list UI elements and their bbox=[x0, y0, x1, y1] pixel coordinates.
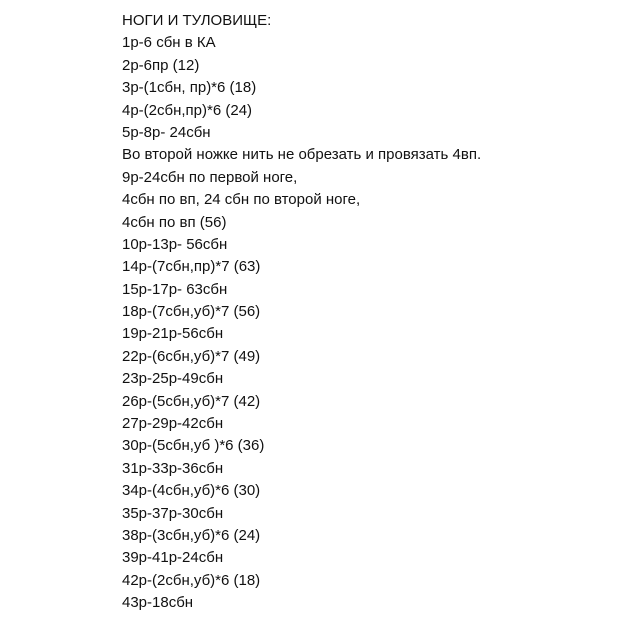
pattern-line: 5р-8р- 24сбн bbox=[122, 123, 211, 141]
pattern-line: 30р-(5сбн,уб )*6 (36) bbox=[122, 437, 265, 455]
pattern-line: 4сбн по вп, 24 сбн по второй ноге, bbox=[122, 191, 361, 209]
pattern-line: 4сбн по вп (56) bbox=[122, 213, 227, 231]
section-title: НОГИ И ТУЛОВИЩЕ: bbox=[122, 12, 272, 29]
pattern-line: 35р-37р-30сбн bbox=[122, 504, 224, 522]
pattern-line: 10р-13р- 56сбн bbox=[122, 235, 228, 253]
pattern-line: 9р-24сбн по первой ноге, bbox=[122, 168, 298, 186]
pattern-line: 27р-29р-42сбн bbox=[122, 415, 224, 433]
pattern-line: 38р-(3сбн,уб)*6 (24) bbox=[122, 526, 261, 544]
pattern-line: 3р-(1сбн, пр)*6 (18) bbox=[122, 79, 257, 97]
pattern-line: 4р-(2сбн,пр)*6 (24) bbox=[122, 101, 253, 119]
pattern-line: 18р-(7сбн,уб)*7 (56) bbox=[122, 303, 261, 321]
pattern-text bbox=[122, 10, 622, 615]
pattern-line: Во второй ножке нить не обрезать и провязать 4вп. bbox=[122, 146, 482, 164]
pattern-line: 22р-(6сбн,уб)*7 (49) bbox=[122, 347, 261, 365]
pattern-line: 39р-41р-24сбн bbox=[122, 549, 224, 567]
pattern-line: 42р-(2сбн,уб)*6 (18) bbox=[122, 571, 261, 589]
pattern-line: 1р-6 сбн в КА bbox=[122, 34, 216, 52]
pattern-line: 14р-(7сбн,пр)*7 (63) bbox=[122, 258, 261, 276]
pattern-line: 43р-18сбн bbox=[122, 594, 194, 612]
pattern-line: 2р-6пр (12) bbox=[122, 56, 200, 74]
pattern-line: 31р-33р-36сбн bbox=[122, 459, 224, 477]
pattern-line: 19р-21р-56сбн bbox=[122, 325, 224, 343]
pattern-line: 15р-17р- 63сбн bbox=[122, 280, 228, 298]
pattern-line: 26р-(5сбн,уб)*7 (42) bbox=[122, 392, 261, 410]
pattern-line: 23р-25р-49сбн bbox=[122, 370, 224, 388]
pattern-line: 34р-(4сбн,уб)*6 (30) bbox=[122, 482, 261, 500]
